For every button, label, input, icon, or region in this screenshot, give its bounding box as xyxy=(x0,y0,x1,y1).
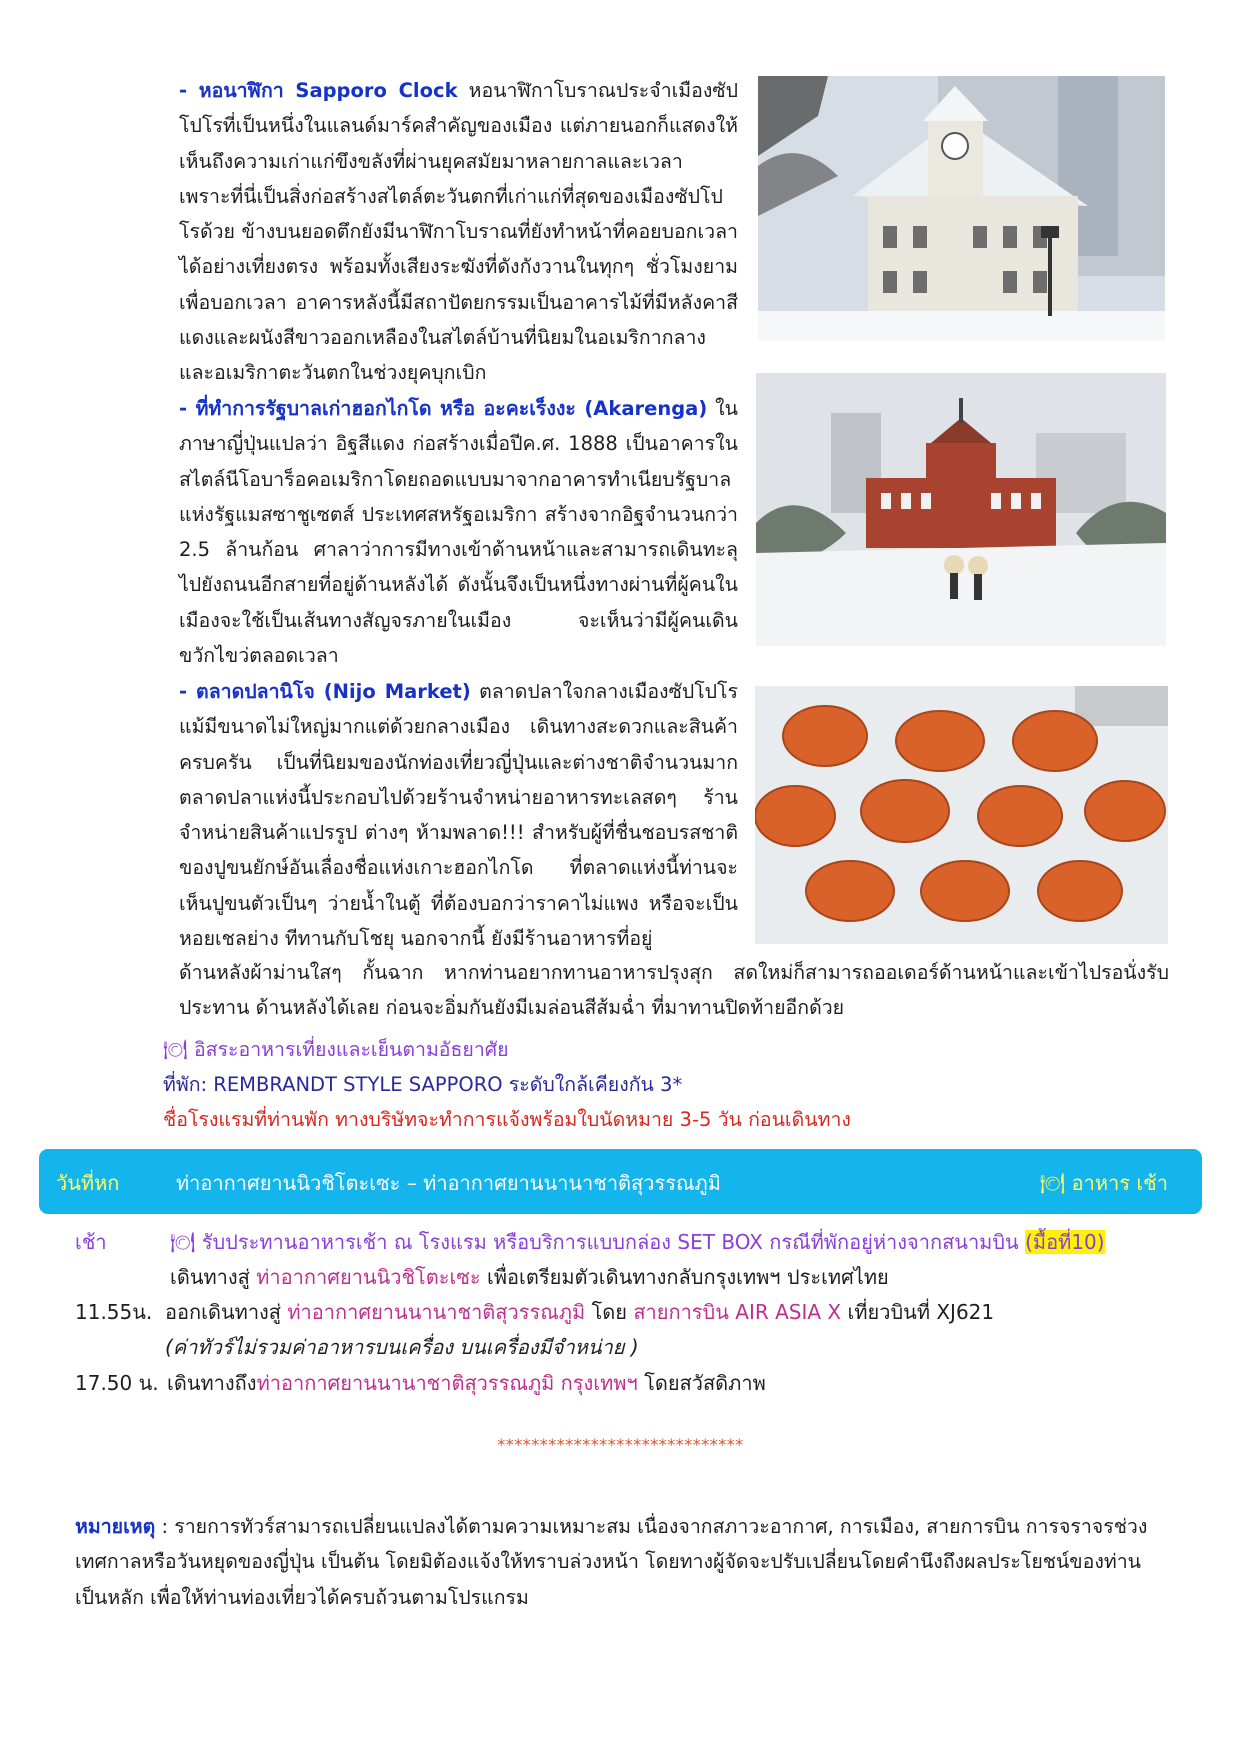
day-label: วันที่หก xyxy=(56,1171,120,1195)
schedule-row-arrival: เดินทางถึงท่าอากาศยานนานาชาติสุวรรณภูมิ กรุงเทพฯ โดยสวัสดิภาพ xyxy=(167,1371,766,1395)
attraction-sapporo-clock xyxy=(179,73,738,391)
remark-paragraph xyxy=(75,1509,1165,1615)
day-header-band xyxy=(39,1149,1202,1214)
schedule-time-departure: 11.55น. xyxy=(75,1300,153,1324)
attraction-title: - ตลาดปลานิโจ (Nijo Market) xyxy=(179,680,471,703)
remark-text: : รายการทัวร์สามารถเปลี่ยนแปลงได้ตามความเหมาะสม เนื่องจากสภาวะอากาศ, การเมือง, สายการบิน การจราจรช่วงเทศกาลหรือวันหยุดของญี่ปุ่น เป็นต้น โดยมิต้องแจ้งให้ทราบล่วงหน้า โดยทางผู้จัดจะปรับเปลี่ยนโดยคำนึงถึงผลประโยชน์ของท่านเป็นหลัก เพื่อให้ท่านท่องเที่ยวได้ครบถ้วนตามโปรแกรม xyxy=(75,1515,1148,1609)
schedule-row-departure: ออกเดินทางสู่ ท่าอากาศยานนานาชาติสุวรรณภูมิ โดย สายการบิน AIR ASIA X เที่ยวบินที่ XJ621 xyxy=(165,1300,995,1324)
day-route: ท่าอากาศยานนิวชิโตะเซะ – ท่าอากาศยานนานาชาติสุวรรณภูมิ xyxy=(176,1171,721,1195)
meal-number-badge: (มื้อที่10) xyxy=(1025,1230,1105,1254)
stars-divider: ***************************** xyxy=(497,1435,744,1454)
hotel-notice-line: ชื่อโรงแรมที่ท่านพัก ทางบริษัทจะทำการแจ้งพร้อมใบนัดหมาย 3-5 วัน ก่อนเดินทาง xyxy=(163,1108,851,1131)
attraction-nijo-market-continued: ด้านหลังผ้าม่านใสๆ กั้นฉาก หากท่านอยากทานอาหารปรุงสุก สดใหม่ก็สามารถออเดอร์ด้านหน้าและเข้าไปรอนั่งรับประทาน ด้านหลังได้เลย ก่อนจะอิ่มกันยังมีเมล่อนสีส้มฉ่ำ ที่มาทานปิดท้ายอีกด้วย xyxy=(179,961,1169,1020)
attraction-akarenga xyxy=(179,391,738,673)
schedule-row-breakfast: 🍽 รับประทานอาหารเช้า ณ โรงแรม หรือบริการแบบกล่อง SET BOX กรณีที่พักอยู่ห่างจากสนามบิน (มื้อที่10) xyxy=(170,1230,1105,1254)
attraction-body: หอนาฬิกาโบราณประจำเมืองซัปโปโรที่เป็นหนึ่งในแลนด์มาร์คสำคัญของเมือง แต่ภายนอกก็แสดงให้เห็นถึงความเก่าแก่ขึงขลังที่ผ่านยุคสมัยมาหลายกาลและเวลา เพราะที่นี่เป็นสิ่งก่อสร้างสไตล์ตะวันตกที่เก่าแก่ที่สุดของเมืองซัปโปโรด้วย ข้างบนยอดตึกยังมีนาฬิกาโบราณที่ยังทำหน้าที่คอยบอกเวลาได้อย่างเที่ยงตรง พร้อมทั้งเสียงระฆังที่ดังกังวานในทุกๆ ชั่วโมงยามเพื่อบอกเวลา อาคารหลังนี้มีสถาปัตยกรรมเป็นอาคารไม้ที่มีหลังคาสีแดงและผนังสีขาวออกเหลืองในสไตล์บ้านที่นิยมในอเมริกากลางและอเมริกาตะวันตกในช่วงยุคบุกเบิก xyxy=(179,79,739,385)
nijo-market-crab-photo xyxy=(755,686,1168,944)
attraction-title: - ที่ทำการรัฐบาลเก่าฮอกไกโด หรือ อะคะเร็งงะ (Akarenga) xyxy=(179,397,708,420)
attraction-body: ตลาดปลาใจกลางเมืองซัปโปโรแม้มีขนาดไม่ใหญ่มากแต่ด้วยกลางเมือง เดินทางสะดวกและสินค้าครบครัน เป็นที่นิยมของนักท่องเที่ยวญี่ปุ่นและต่างชาติจำนวนมาก ตลาดปลาแห่งนี้ประกอบไปด้วยร้านจำหน่ายอาหารทะเลสดๆ ร้านจำหน่ายสินค้าแปรรูป ต่างๆ ห้ามพลาด!!! สำหรับผู้ที่ชื่นชอบรสชาติของปูขนยักษ์อันเลื่องชื่อแห่งเกาะฮอกไกโด ที่ตลาดแห่งนี้ท่านจะเห็นปูขนตัวเป็นๆ ว่ายน้ำในตู้ ที่ต้องบอกว่าราคาไม่แพง หรือจะเป็น หอยเชลย่าง ทีทานกับโชยุ นอกจากนี้ ยังมีร้านอาหารที่อยู่ xyxy=(179,680,738,951)
schedule-inflight-note: (ค่าทัวร์ไม่รวมค่าอาหารบนเครื่อง บนเครื่องมีจำหน่าย ) xyxy=(165,1335,639,1359)
meal-free-line: 🍽 อิสระอาหารเที่ยงและเย็นตามอัธยาศัย xyxy=(163,1038,509,1061)
attraction-nijo-market xyxy=(179,674,738,956)
meal-icon: 🍽 xyxy=(170,1230,196,1254)
sapporo-clock-photo xyxy=(758,76,1165,341)
attraction-title: - หอนาฬิกา Sapporo Clock xyxy=(179,79,458,102)
hotel-line: ที่พัก: REMBRANDT STYLE SAPPORO ระดับใกล้เคียงกัน 3* xyxy=(163,1073,683,1096)
schedule-row-to-airport: เดินทางสู่ ท่าอากาศยานนิวชิโตะเซะ เพื่อเตรียมตัวเดินทางกลับกรุงเทพฯ ประเทศไทย xyxy=(170,1265,889,1289)
remark-label: หมายเหตุ xyxy=(75,1515,156,1538)
schedule-time-arrival: 17.50 น. xyxy=(75,1371,159,1395)
schedule-time-morning: เช้า xyxy=(75,1230,107,1254)
akarenga-photo xyxy=(756,373,1166,646)
attraction-body: ในภาษาญี่ปุ่นแปลว่า อิฐสีแดง ก่อสร้างเมื่อปีค.ศ. 1888 เป็นอาคารในสไตล์นีโอบาร็อคอเมริกาโดยถอดแบบมาจากอาคารทำเนียบรัฐบาลแห่งรัฐแมสซาชูเซตส์ ประเทศสหรัฐอเมริกา สร้างจากอิฐจำนวนกว่า 2.5 ล้านก้อน ศาลาว่าการมีทางเข้าด้านหน้าและสามารถเดินทะลุไปยังถนนอีกสายที่อยู่ด้านหลังได้ ดังนั้นจึงเป็นหนึ่งทางผ่านที่ผู้คนในเมืองจะใช้เป็นเส้นทางสัญจรภายในเมือง จะเห็นว่ามีผู้คนเดินขวักไขว่ตลอดเวลา xyxy=(179,397,738,668)
day-meals: 🍽 อาหาร เช้า xyxy=(1039,1171,1168,1195)
